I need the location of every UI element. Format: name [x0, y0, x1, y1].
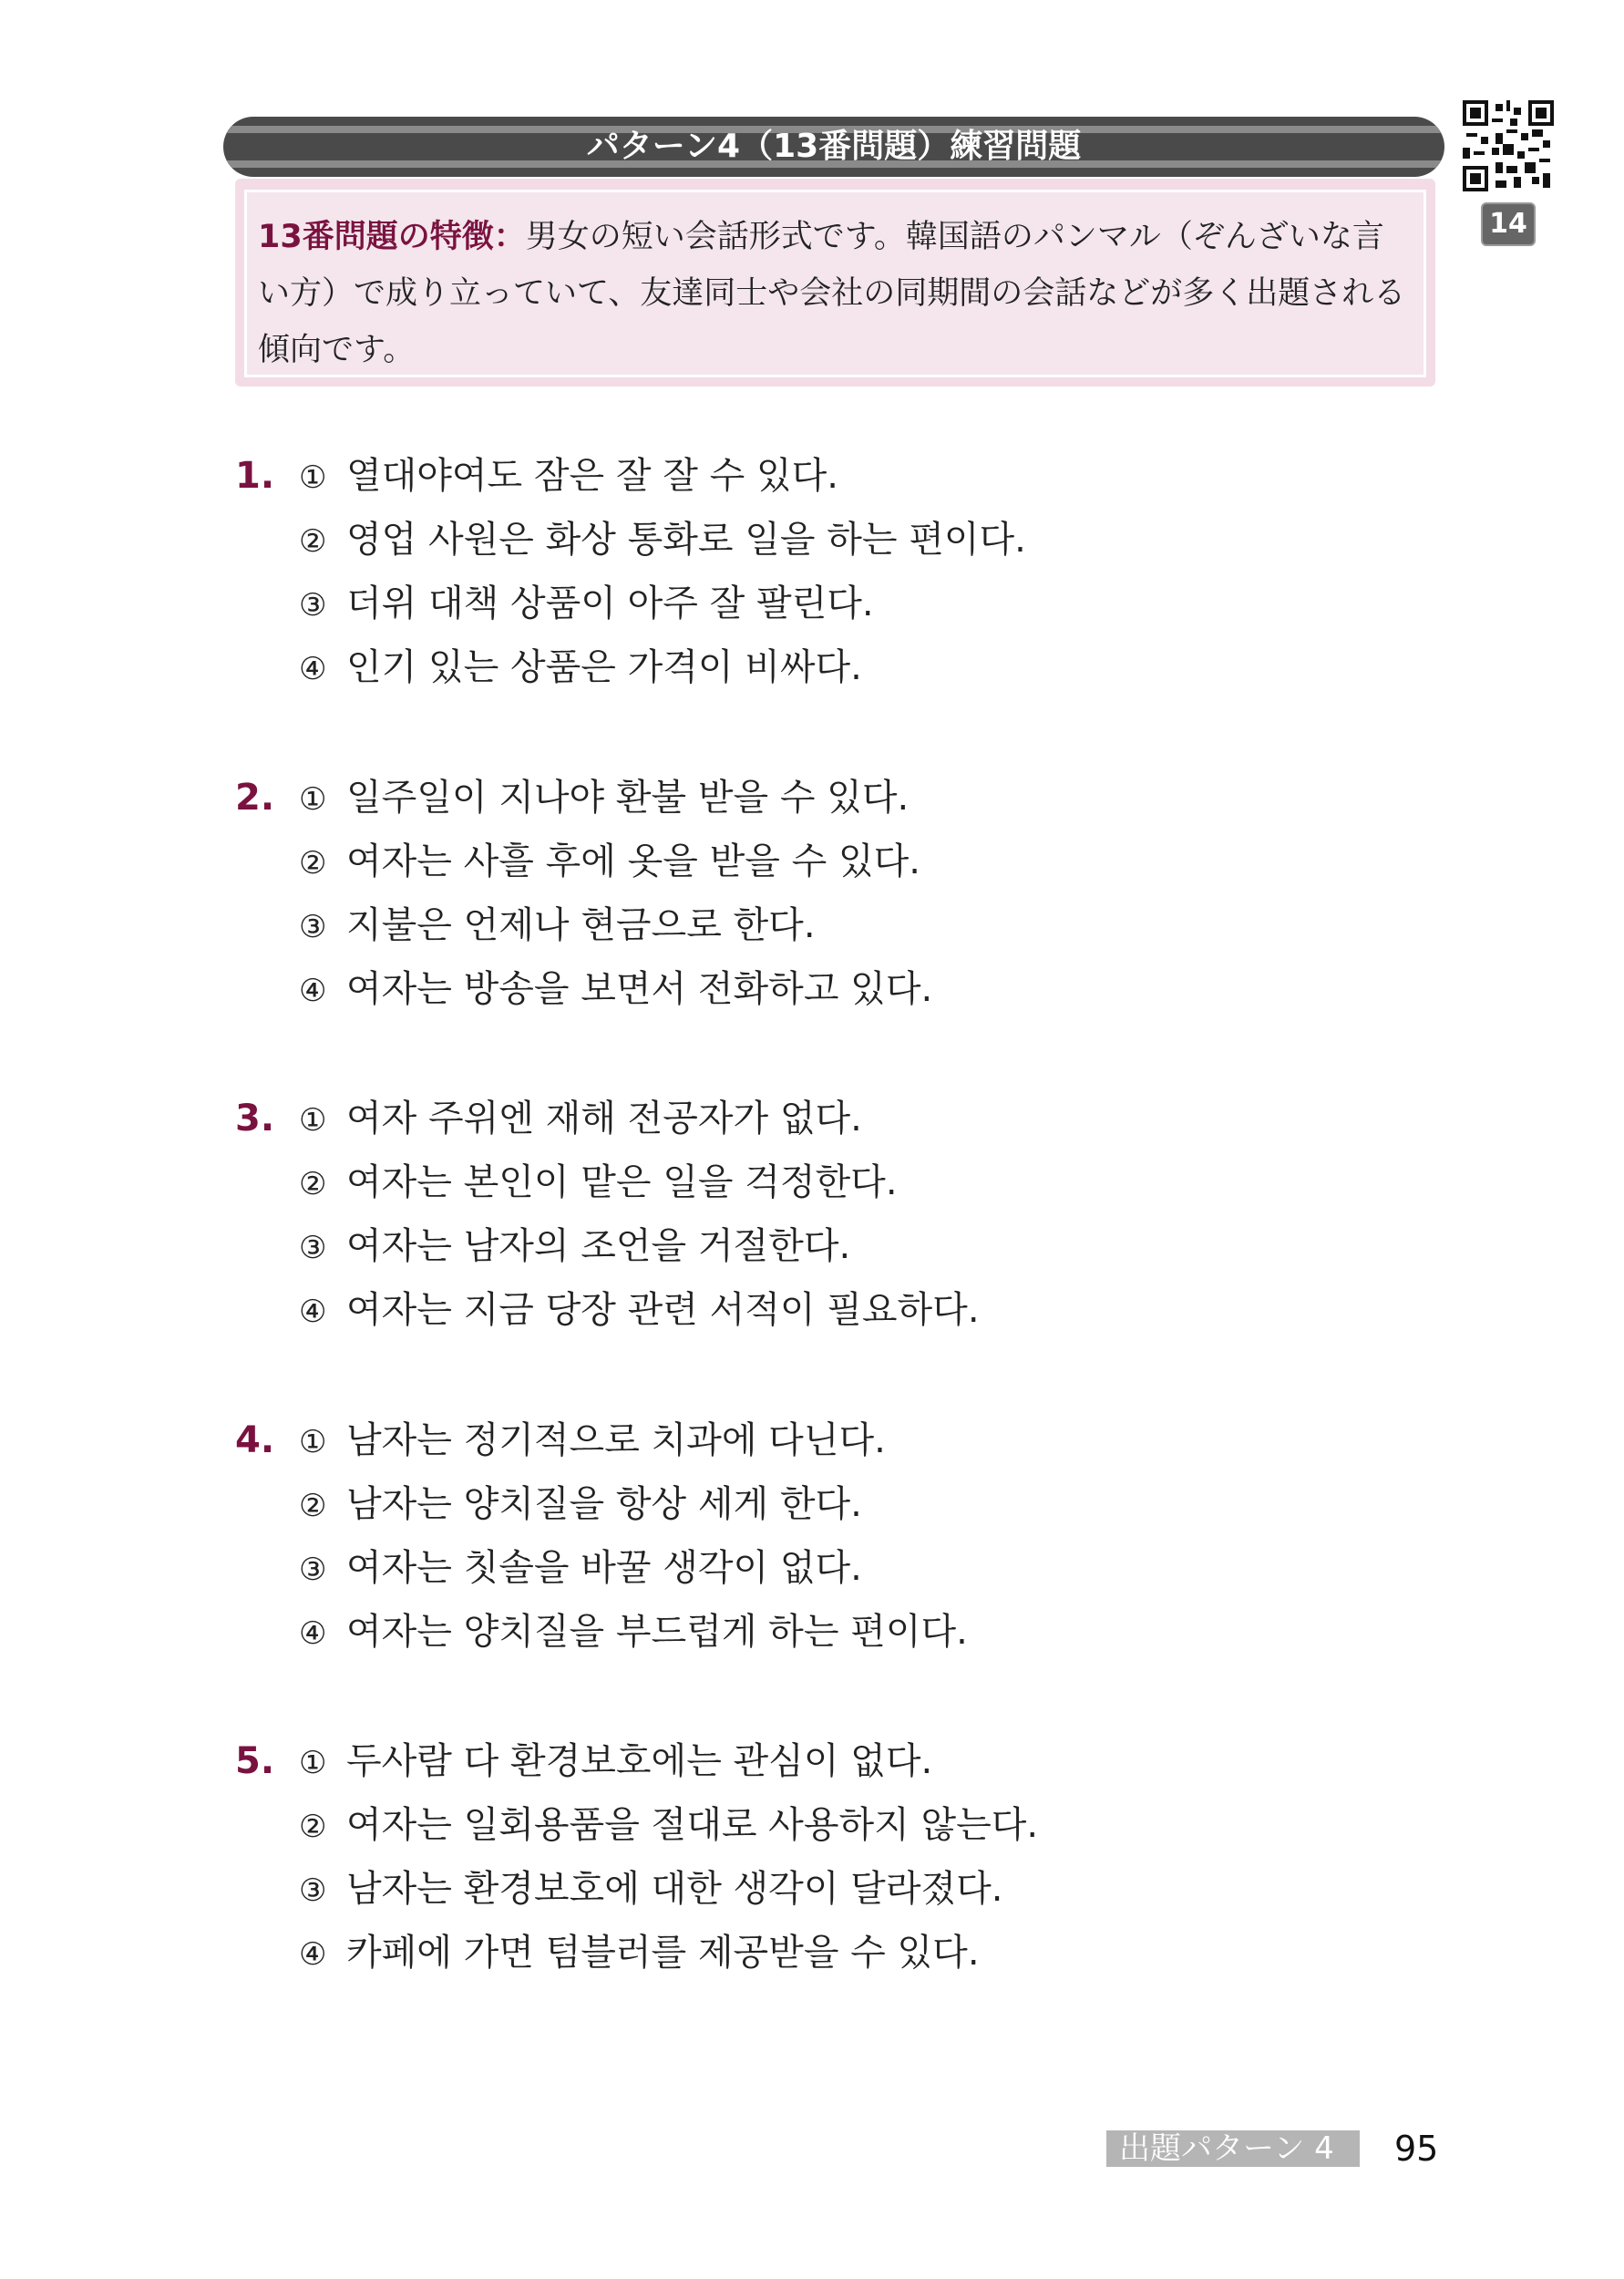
option-number-mark: ④	[299, 651, 327, 687]
option-number-mark: ③	[299, 1230, 327, 1266]
option-number-mark: ④	[299, 1936, 327, 1973]
option-text: 여자는 일회용품을 절대로 사용하지 않는다.	[346, 1804, 1039, 1846]
option-text: 여자는 남자의 조언을 거절한다.	[346, 1225, 851, 1267]
option-text: 열대야여도 잠은 잘 잘 수 있다.	[346, 455, 838, 497]
option-number-mark: ①	[299, 1423, 327, 1460]
answer-option	[299, 1160, 898, 1206]
option-text: 여자는 칫솔을 바꿀 생각이 없다.	[346, 1546, 862, 1589]
option-text: 카페에 가면 텀블러를 제공받을 수 있다.	[346, 1932, 980, 1974]
option-number-mark: ①	[299, 780, 327, 818]
option-text: 남자는 양치질을 항상 세게 한다.	[346, 1482, 862, 1525]
feature-text: 男女の短い会話形式です。韓国語のパンマル（ぞんざいな言い方）で成り立っていて、友達同士や会社の同期間の会話などが多く出題される傾向です。	[258, 219, 1406, 368]
question-number: 1.	[235, 455, 275, 497]
answer-option	[299, 1739, 932, 1785]
question-number: 5.	[235, 1740, 275, 1782]
feature-label: 13番問題の特徴：	[258, 219, 526, 255]
option-number-mark: ③	[299, 908, 327, 945]
option-text: 여자는 지금 당장 관련 서적이 필요하다.	[346, 1289, 980, 1331]
answer-option	[299, 1546, 862, 1592]
answer-option	[299, 1931, 980, 1976]
answer-option	[299, 1610, 968, 1655]
option-text: 일주일이 지나야 환불 받을 수 있다.	[346, 776, 910, 819]
answer-option	[299, 1482, 862, 1528]
option-number-mark: ②	[299, 1809, 327, 1845]
feature-info-box	[235, 179, 1435, 387]
option-number-mark: ②	[299, 1487, 327, 1524]
question-number: 4.	[235, 1418, 275, 1461]
answer-option	[299, 1224, 850, 1270]
answer-option	[299, 1867, 1002, 1913]
option-number-mark: ③	[299, 1872, 327, 1909]
option-number-mark: ②	[299, 844, 327, 882]
track-number-badge: 14	[1481, 202, 1536, 246]
answer-option	[299, 840, 920, 885]
option-text: 여자는 방송을 보면서 전화하고 있다.	[346, 967, 933, 1010]
option-text: 지불은 언제나 현금으로 한다.	[346, 903, 816, 946]
feature-info-content	[244, 190, 1426, 377]
option-number-mark: ④	[299, 1294, 327, 1330]
answer-option	[299, 903, 816, 949]
option-number-mark: ②	[299, 1166, 327, 1202]
answer-option	[299, 1803, 1038, 1849]
option-text: 여자는 양치질을 부드럽게 하는 편이다.	[346, 1610, 968, 1653]
option-number-mark: ③	[299, 587, 327, 624]
option-number-mark: ①	[299, 459, 327, 496]
answer-option	[299, 1418, 886, 1464]
option-text: 여자는 본인이 맡은 일을 걱정한다.	[346, 1161, 898, 1203]
answer-option	[299, 582, 874, 627]
option-text: 더위 대책 상품이 아주 잘 팔린다.	[346, 583, 874, 624]
page-number: 95	[1394, 2129, 1439, 2169]
answer-option	[299, 776, 909, 821]
answer-option	[299, 967, 932, 1013]
answer-option	[299, 1288, 980, 1334]
page-title: パターン4（13番問題）練習問題	[586, 128, 1082, 165]
option-text: 인기 있는 상품은 가격이 비싸다.	[346, 646, 862, 688]
option-number-mark: ①	[299, 1102, 327, 1139]
option-text: 여자 주위엔 재해 전공자가 없다.	[346, 1098, 862, 1140]
option-number-mark: ④	[299, 1614, 327, 1652]
question-number: 3.	[235, 1098, 275, 1140]
answer-option	[299, 454, 838, 500]
section-title-bar	[223, 117, 1444, 177]
option-number-mark: ④	[299, 972, 327, 1009]
question-number: 2.	[235, 776, 275, 819]
answer-option	[299, 645, 862, 691]
option-number-mark: ②	[299, 523, 327, 560]
footer-section-label: 出題パターン 4	[1106, 2130, 1360, 2167]
answer-option	[299, 518, 1026, 563]
option-number-mark: ①	[299, 1745, 327, 1781]
option-text: 남자는 정기적으로 치과에 다닌다.	[346, 1418, 886, 1461]
option-text: 남자는 환경보호에 대한 생각이 달라졌다.	[346, 1868, 1003, 1910]
qr-code-icon[interactable]	[1463, 100, 1554, 191]
option-text: 두사람 다 환경보호에는 관심이 없다.	[346, 1740, 933, 1782]
answer-option	[299, 1097, 862, 1142]
option-number-mark: ③	[299, 1551, 327, 1588]
option-text: 여자는 사흘 후에 옷을 받을 수 있다.	[346, 840, 920, 882]
option-text: 영업 사원은 화상 통화로 일을 하는 편이다.	[346, 519, 1026, 561]
